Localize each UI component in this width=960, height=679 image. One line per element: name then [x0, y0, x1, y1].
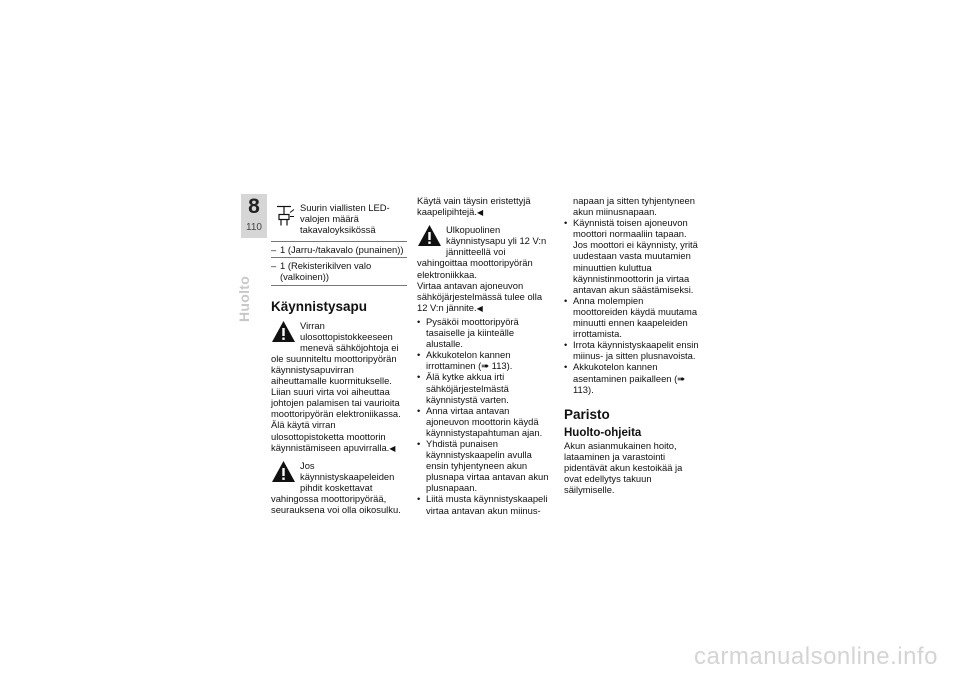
led-icon [271, 202, 296, 228]
list-item-continuation: napaan ja sitten tyhjentyneen akun miinusnapaan. [573, 195, 695, 218]
warning-note: Jos käynnistyskaapeleiden pihdit koskettavat vahingossa moottoripyörää, seurauksena voi olla oikosulku. [271, 459, 401, 516]
table-row: – 1 (Jarru-/takavalo (punainen)) [271, 244, 404, 256]
warning-icon [271, 320, 296, 343]
body-text: Akun asianmukainen hoito, lataaminen ja varastointi pidentävät akun kestoikää ja ovat edellytys takuun säilymiselle. [564, 439, 683, 496]
end-marker-icon: ◀ [389, 443, 396, 453]
list-item: • Yhdistä punaisen käynnistyskaapelin avulla ensin tyhjentyneen akun plusnapa virtaa antavan akun plusnapaan. [417, 437, 549, 494]
section-heading: Käynnistysapu [271, 298, 368, 314]
section-heading: Paristo [564, 406, 610, 422]
led-note-text: Suurin viallisten LED-valojen määrä takavaloyksikössä [300, 202, 390, 236]
column-3 [564, 195, 700, 495]
end-marker-icon: ◀ [476, 208, 484, 218]
warning-note: Ulkopuolinen käynnistysapu yli 12 V:n jännitteellä voi vahingoittaa moottoripyörän elektroniikkaa. Virtaa antavan ajoneuvon sähköjärjestelmässä tulee olla 12 V:n jännite.◀ [417, 224, 547, 313]
chapter-number: 8 [248, 195, 260, 218]
column-1 [271, 202, 407, 515]
list-item: • Akkukotelon kannen asentaminen paikalleen (➠ 113). [564, 361, 686, 395]
warning-icon [417, 224, 442, 247]
watermark: carmanualsonline.info [694, 643, 938, 670]
list-item: • Irrota käynnistyskaapelit ensin miinus- ja sitten plusnavoista. [564, 339, 699, 362]
list-item: • Liitä musta käynnistyskaapeli virtaa antavan akun miinus- [417, 493, 548, 516]
led-note [271, 202, 407, 235]
chapter-title: Huolto [236, 275, 252, 322]
list-item: • Anna molempien moottoreiden käydä muutama minuutti ennen kaapeleiden irrottamista. [564, 294, 698, 340]
list-item: • Akkukotelon kannen irrottaminen (➠ 113). [417, 349, 513, 372]
sub-heading: Huolto-ohjeita [564, 426, 642, 439]
list-item: • Käynnistä toisen ajoneuvon moottori normaaliin tapaan. Jos moottori ei käynnisty, yritä uudestaan vasta muutamien minuuttien kuluttua käynnistinmoottorin ja virtaa antavan akun säästämiseksi. [564, 217, 698, 295]
list-item: • Anna virtaa antavan ajoneuvon moottorin käydä käynnistystapahtuman ajan. [417, 404, 543, 438]
list-item: • Pysäköi moottoripyörä tasaiselle ja kiinteälle alustalle. [417, 315, 519, 350]
warning-note: Virran ulosottopistokkeeseen menevä sähköjohtoja ei ole suunniteltu moottoripyörän käynnistysapuvirran aiheuttamalle kuormitukselle. Liian suuri virta voi aiheuttaa johtojen palamisen tai vaurioita moottoripyörän elektroniikassa. Älä käytä virran ulosottopistoketta moottorin käynnistämiseen apuvirralla.◀ [271, 319, 401, 453]
list-item: • Älä kytke akkua irti sähköjärjestelmästä käynnistystä varten. [417, 371, 509, 405]
table-row: – 1 (Rekisterikilven valo (valkoinen)) [271, 260, 372, 283]
warning-icon [271, 460, 296, 483]
chapter-tab [241, 194, 267, 238]
intro-text: Käytä vain täysin eristettyjä kaapelipihtejä. [417, 195, 531, 218]
end-marker-icon: ◀ [476, 303, 483, 313]
page-number: 110 [246, 222, 262, 233]
column-2 [417, 195, 553, 516]
